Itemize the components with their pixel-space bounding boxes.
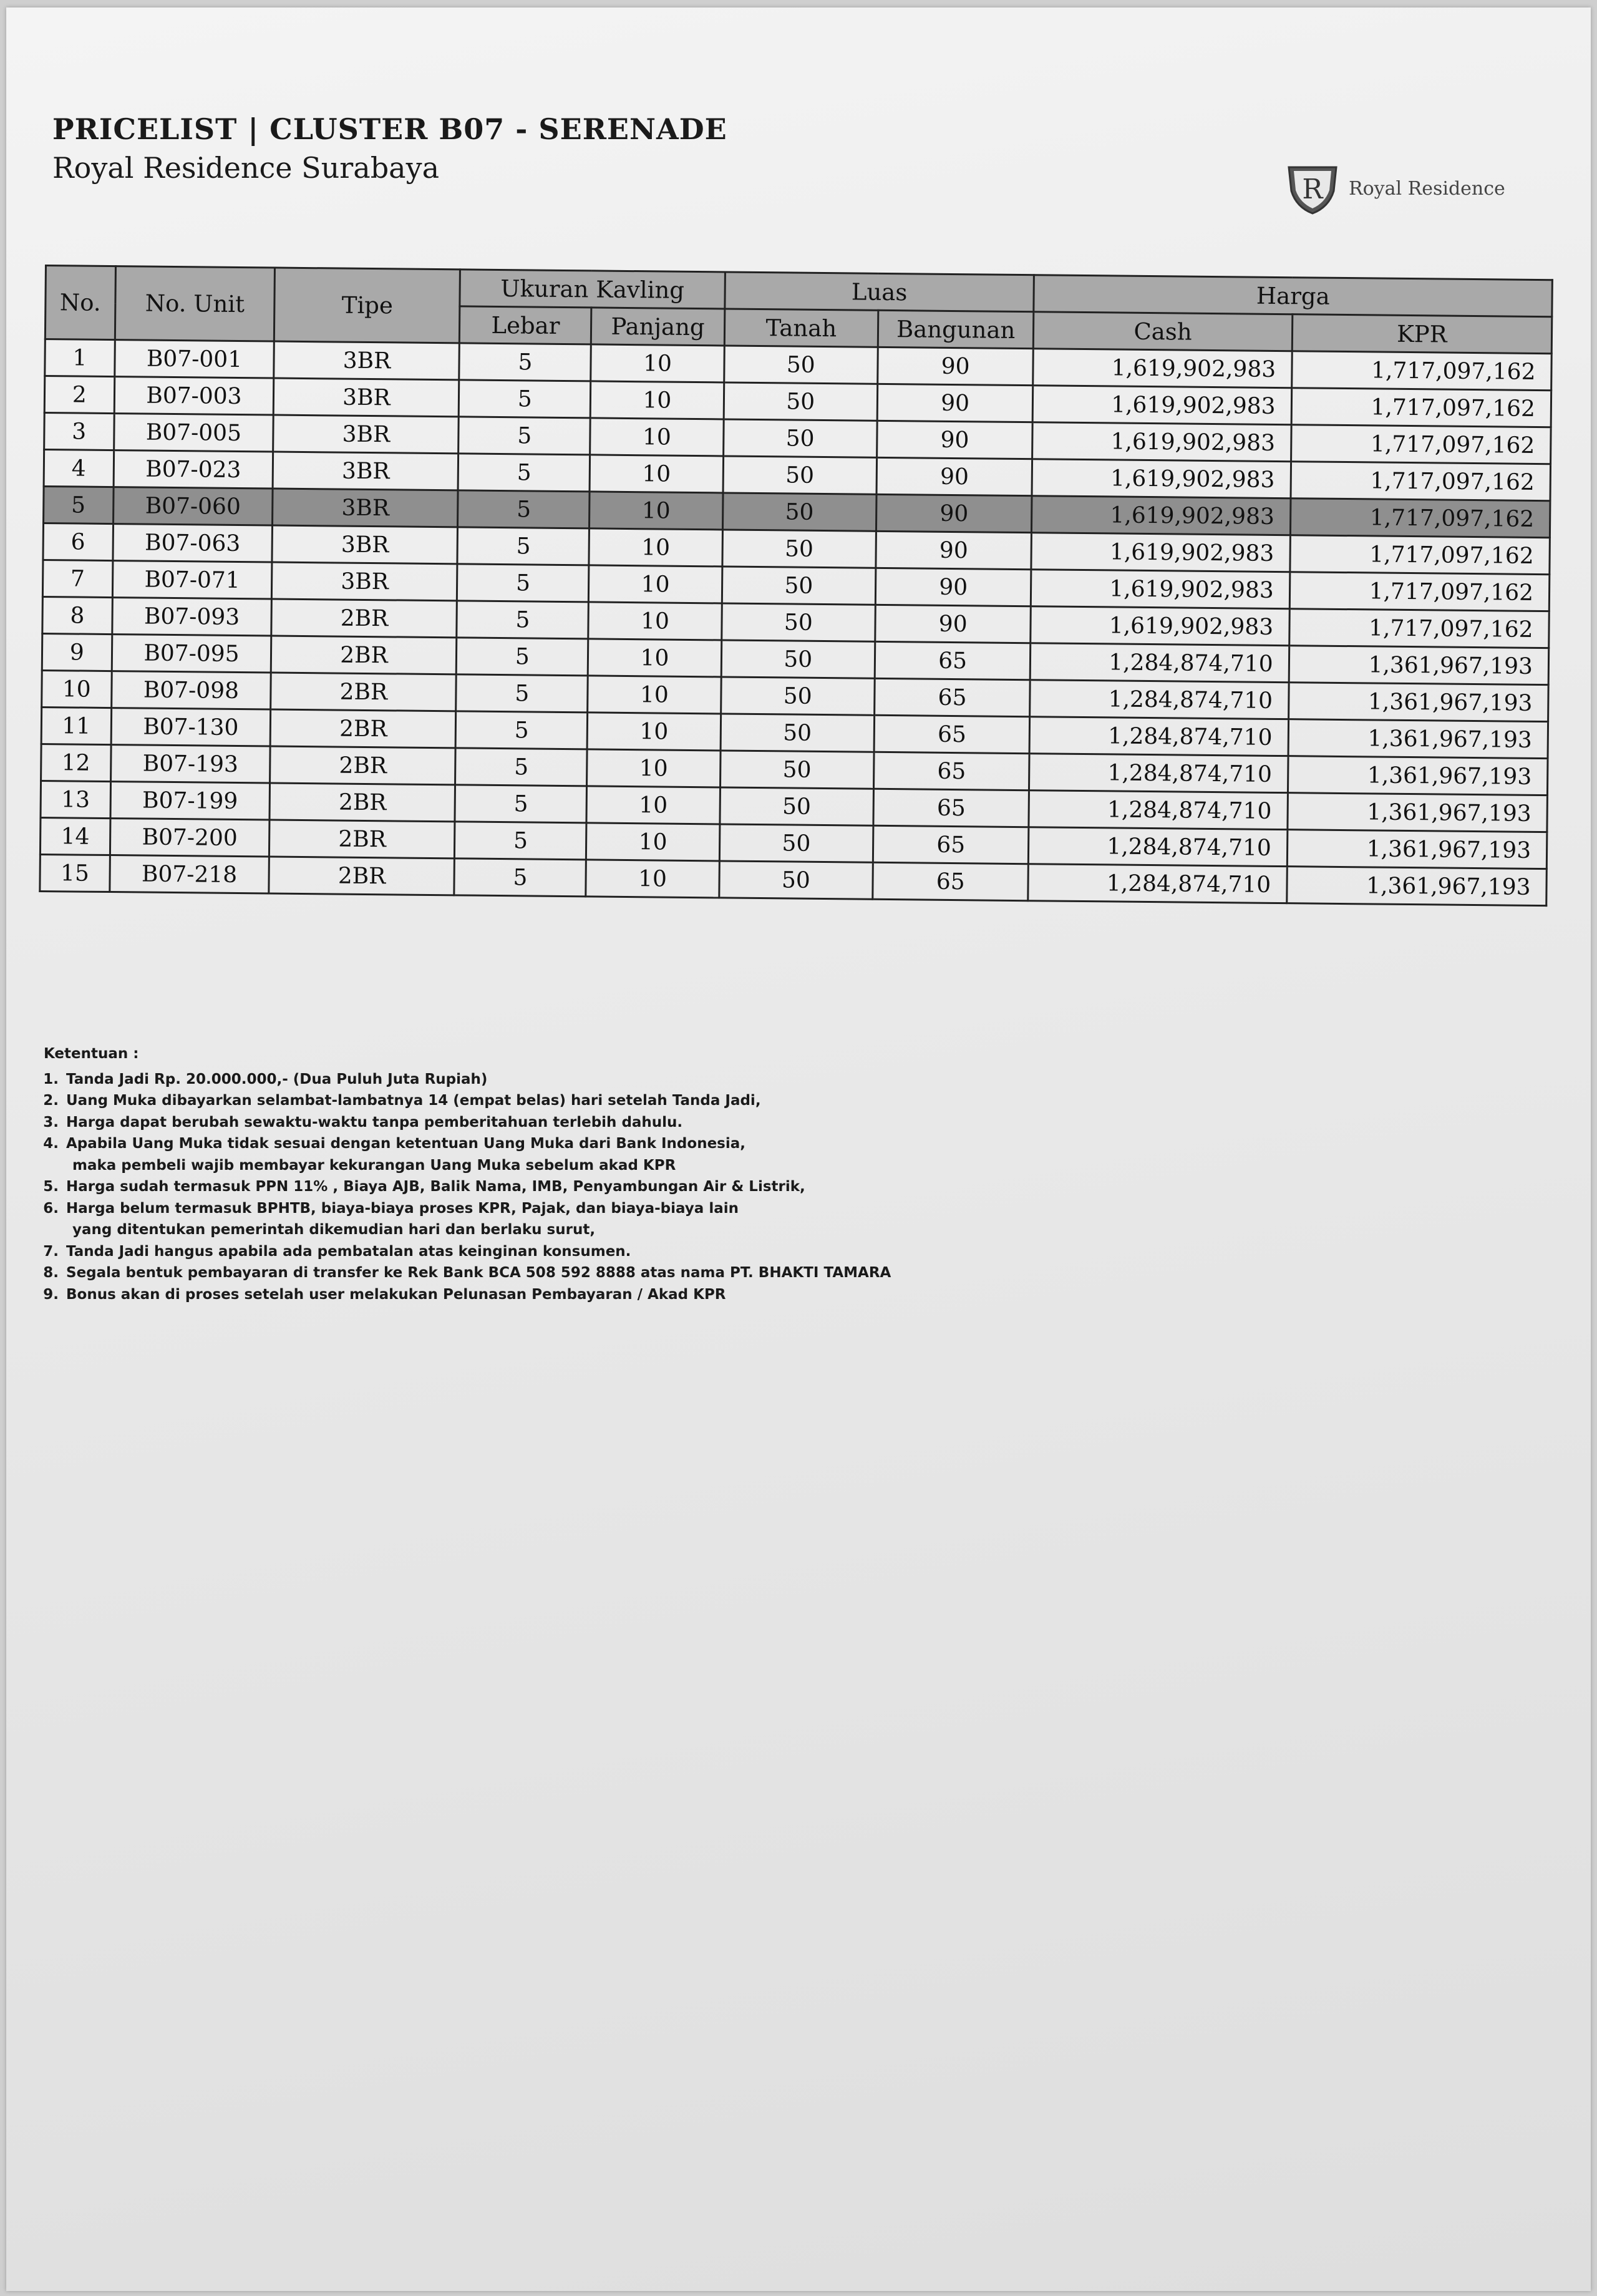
cell-panjang: 10 [588, 602, 722, 640]
col-header-tanah: Tanah [724, 309, 878, 347]
cell-no: 1 [45, 339, 115, 377]
cell-panjang: 10 [586, 823, 720, 861]
cell-tipe: 2BR [271, 599, 457, 638]
cell-kpr: 1,717,097,162 [1291, 425, 1551, 464]
terms-item-text: Uang Muka dibayarkan selambat-lambatnya 14 (empat belas) hari setelah Tanda Jadi, [66, 1092, 761, 1109]
cell-no: 11 [41, 707, 111, 744]
cell-lebar: 5 [459, 343, 591, 381]
cell-cash: 1,284,874,710 [1029, 790, 1288, 830]
cell-no: 6 [43, 523, 113, 560]
terms-item-text: Tanda Jadi Rp. 20.000.000,- (Dua Puluh Juta Rupiah) [66, 1071, 488, 1087]
terms-item-text: Segala bentuk pembayaran di transfer ke Rek Bank BCA 508 592 8888 atas nama PT. BHAKTI TAMARA [66, 1265, 891, 1281]
terms-item-text: Apabila Uang Muka tidak sesuai dengan ketentuan Uang Muka dari Bank Indonesia, [66, 1136, 745, 1152]
terms-section [44, 1043, 979, 1305]
col-header-no: No. [45, 266, 115, 340]
cell-lebar: 5 [459, 454, 590, 492]
cell-tipe: 2BR [269, 857, 455, 895]
cell-panjang: 10 [590, 381, 724, 419]
cell-kpr: 1,361,967,193 [1288, 719, 1548, 759]
cell-kpr: 1,361,967,193 [1288, 793, 1548, 832]
terms-item-text: Harga dapat berubah sewaktu-waktu tanpa pemberitahuan terlebih dahulu. [66, 1114, 683, 1131]
terms-item [64, 1112, 979, 1134]
cell-panjang: 10 [588, 639, 721, 677]
cell-bangunan: 90 [875, 568, 1031, 606]
document-header [52, 112, 727, 185]
cell-kpr: 1,717,097,162 [1291, 351, 1551, 391]
cell-unit: B07-093 [112, 598, 271, 636]
terms-item [64, 1090, 979, 1112]
cell-tanah: 50 [724, 346, 878, 384]
cell-no: 15 [40, 854, 110, 892]
cell-unit: B07-200 [110, 819, 269, 857]
cell-tanah: 50 [722, 493, 876, 531]
logo-text: Royal Residence [1349, 177, 1505, 200]
cell-tipe: 2BR [269, 820, 455, 859]
cell-panjang: 10 [590, 455, 723, 493]
cell-lebar: 5 [457, 564, 589, 602]
cell-bangunan: 65 [873, 789, 1029, 827]
cell-lebar: 5 [459, 417, 590, 455]
cell-panjang: 10 [589, 528, 722, 567]
cell-kpr: 1,717,097,162 [1289, 572, 1550, 611]
cell-unit: B07-071 [112, 561, 272, 599]
cell-cash: 1,619,902,983 [1032, 459, 1291, 499]
cell-bangunan: 90 [876, 494, 1032, 532]
cell-kpr: 1,361,967,193 [1288, 683, 1548, 722]
cell-tipe: 3BR [274, 341, 460, 380]
terms-heading: Ketentuan : [44, 1046, 139, 1062]
cell-tipe: 3BR [273, 452, 459, 490]
cell-kpr: 1,361,967,193 [1288, 756, 1548, 795]
terms-item-text: Bonus akan di proses setelah user melakukan Pelunasan Pembayaran / Akad KPR [66, 1286, 726, 1303]
terms-item [64, 1176, 979, 1198]
cell-no: 8 [42, 596, 112, 634]
cell-no: 12 [41, 744, 111, 781]
cell-unit: B07-005 [114, 414, 273, 452]
terms-item-text: Harga sudah termasuk PPN 11% , Biaya AJB, Balik Nama, IMB, Penyambungan Air & Listrik, [66, 1179, 805, 1195]
cell-cash: 1,284,874,710 [1029, 717, 1288, 756]
col-header-lebar: Lebar [460, 306, 591, 344]
cell-cash: 1,619,902,983 [1031, 533, 1290, 572]
cell-kpr: 1,717,097,162 [1290, 535, 1550, 575]
document-subtitle: Royal Residence Surabaya [52, 151, 439, 185]
cell-kpr: 1,717,097,162 [1291, 388, 1551, 427]
cell-cash: 1,619,902,983 [1031, 570, 1290, 609]
cell-panjang: 10 [586, 860, 719, 898]
cell-bangunan: 65 [875, 678, 1031, 716]
cell-unit: B07-003 [114, 377, 274, 415]
cell-panjang: 10 [590, 492, 723, 530]
cell-cash: 1,619,902,983 [1033, 386, 1292, 425]
cell-lebar: 5 [456, 674, 588, 713]
cell-lebar: 5 [459, 380, 591, 418]
cell-cash: 1,284,874,710 [1028, 864, 1287, 903]
cell-unit: B07-218 [109, 855, 269, 893]
cell-lebar: 5 [457, 527, 589, 565]
cell-tipe: 3BR [272, 562, 458, 601]
cell-unit: B07-193 [110, 745, 270, 783]
cell-kpr: 1,361,967,193 [1289, 646, 1549, 685]
cell-unit: B07-023 [114, 450, 273, 489]
cell-kpr: 1,717,097,162 [1289, 609, 1549, 648]
cell-cash: 1,284,874,710 [1029, 754, 1288, 793]
cell-bangunan: 65 [874, 715, 1030, 753]
cell-tanah: 50 [721, 677, 875, 715]
terms-item-continuation: yang ditentukan pemerintah dikemudian hari dan berlaku surut, [72, 1222, 596, 1238]
terms-item [64, 1069, 979, 1091]
terms-item [64, 1198, 979, 1241]
table-body [40, 339, 1551, 906]
cell-cash: 1,619,902,983 [1032, 422, 1291, 462]
cell-tanah: 50 [721, 603, 875, 641]
terms-item-text: Harga belum termasuk BPHTB, biaya-biaya proses KPR, Pajak, dan biaya-biaya lain [66, 1200, 739, 1217]
terms-item-continuation: maka pembeli wajib membayar kekurangan Uang Muka sebelum akad KPR [72, 1157, 676, 1174]
cell-lebar: 5 [455, 785, 586, 823]
terms-item [64, 1241, 979, 1263]
cell-no: 4 [44, 450, 114, 487]
company-logo [1285, 161, 1505, 216]
cell-lebar: 5 [455, 822, 586, 860]
cell-tipe: 3BR [273, 415, 459, 454]
pricelist-table [39, 265, 1553, 907]
shield-logo-icon [1285, 161, 1340, 216]
cell-unit: B07-001 [114, 340, 274, 378]
cell-no: 14 [40, 817, 110, 855]
cell-tanah: 50 [722, 567, 876, 605]
cell-tipe: 3BR [273, 489, 459, 527]
cell-unit: B07-063 [113, 524, 273, 562]
cell-lebar: 5 [457, 638, 588, 676]
cell-bangunan: 90 [877, 421, 1033, 459]
cell-kpr: 1,361,967,193 [1287, 830, 1547, 869]
cell-cash: 1,284,874,710 [1029, 827, 1288, 867]
terms-item [64, 1133, 979, 1176]
cell-bangunan: 65 [873, 825, 1029, 863]
document-title: PRICELIST | CLUSTER B07 - SERENADE [52, 112, 727, 146]
cell-unit: B07-130 [111, 708, 271, 746]
cell-panjang: 10 [589, 565, 722, 603]
cell-no: 7 [42, 560, 112, 597]
cell-bangunan: 90 [875, 605, 1031, 643]
cell-tipe: 3BR [274, 378, 460, 417]
cell-cash: 1,619,902,983 [1031, 606, 1289, 646]
cell-unit: B07-095 [112, 635, 271, 673]
col-header-bangunan: Bangunan [878, 310, 1034, 348]
col-header-harga: Harga [1034, 275, 1552, 317]
cell-tanah: 50 [719, 824, 873, 862]
cell-no: 3 [44, 413, 114, 450]
cell-kpr: 1,361,967,193 [1286, 867, 1546, 906]
cell-tanah: 50 [723, 456, 877, 494]
col-header-kavling: Ukuran Kavling [460, 270, 725, 309]
cell-kpr: 1,717,097,162 [1291, 462, 1551, 501]
cell-tanah: 50 [720, 787, 874, 825]
cell-tipe: 2BR [271, 673, 457, 711]
cell-lebar: 5 [456, 711, 588, 749]
cell-bangunan: 65 [873, 752, 1029, 790]
cell-tanah: 50 [721, 640, 875, 678]
col-header-kpr: KPR [1292, 314, 1552, 354]
terms-item-text: Tanda Jadi hangus apabila ada pembatalan atas keinginan konsumen. [66, 1243, 631, 1260]
cell-tipe: 2BR [269, 783, 455, 822]
cell-unit: B07-060 [113, 487, 273, 525]
cell-tipe: 2BR [271, 636, 457, 674]
col-header-unit: No. Unit [115, 266, 275, 341]
cell-bangunan: 90 [877, 384, 1033, 422]
cell-tanah: 50 [721, 714, 875, 752]
cell-bangunan: 90 [878, 347, 1034, 385]
cell-cash: 1,619,902,983 [1032, 496, 1291, 535]
cell-bangunan: 90 [876, 531, 1032, 569]
cell-cash: 1,619,902,983 [1033, 349, 1292, 388]
cell-no: 2 [44, 376, 114, 414]
cell-panjang: 10 [587, 713, 721, 751]
cell-tanah: 50 [722, 530, 876, 568]
col-header-cash: Cash [1034, 312, 1293, 351]
cell-tanah: 50 [719, 861, 873, 899]
terms-item [64, 1262, 979, 1284]
cell-panjang: 10 [586, 786, 720, 824]
cell-bangunan: 65 [873, 862, 1029, 900]
cell-no: 5 [44, 486, 114, 523]
logo-letter: R [1302, 173, 1323, 205]
cell-panjang: 10 [590, 418, 724, 456]
cell-tipe: 2BR [270, 746, 456, 785]
cell-no: 10 [42, 670, 112, 708]
terms-list [44, 1069, 979, 1306]
cell-no: 13 [41, 781, 110, 818]
terms-item [64, 1284, 979, 1306]
cell-tanah: 50 [720, 751, 874, 789]
cell-bangunan: 65 [875, 641, 1031, 679]
cell-bangunan: 90 [876, 457, 1032, 495]
cell-cash: 1,284,874,710 [1031, 643, 1289, 683]
cell-lebar: 5 [455, 748, 587, 786]
cell-unit: B07-199 [110, 782, 270, 820]
cell-lebar: 5 [458, 490, 590, 528]
cell-unit: B07-098 [111, 671, 271, 709]
cell-kpr: 1,717,097,162 [1290, 499, 1550, 538]
cell-tipe: 3BR [272, 525, 458, 564]
col-header-tipe: Tipe [274, 268, 460, 343]
cell-panjang: 10 [587, 749, 721, 787]
cell-panjang: 10 [588, 676, 721, 714]
col-header-panjang: Panjang [591, 308, 725, 346]
cell-tanah: 50 [723, 419, 877, 457]
cell-tipe: 2BR [270, 709, 456, 748]
col-header-luas: Luas [724, 272, 1034, 312]
cell-panjang: 10 [591, 344, 724, 382]
cell-lebar: 5 [457, 601, 588, 639]
cell-tanah: 50 [724, 382, 878, 421]
cell-cash: 1,284,874,710 [1030, 680, 1289, 719]
cell-no: 9 [42, 633, 112, 671]
cell-lebar: 5 [454, 859, 586, 897]
